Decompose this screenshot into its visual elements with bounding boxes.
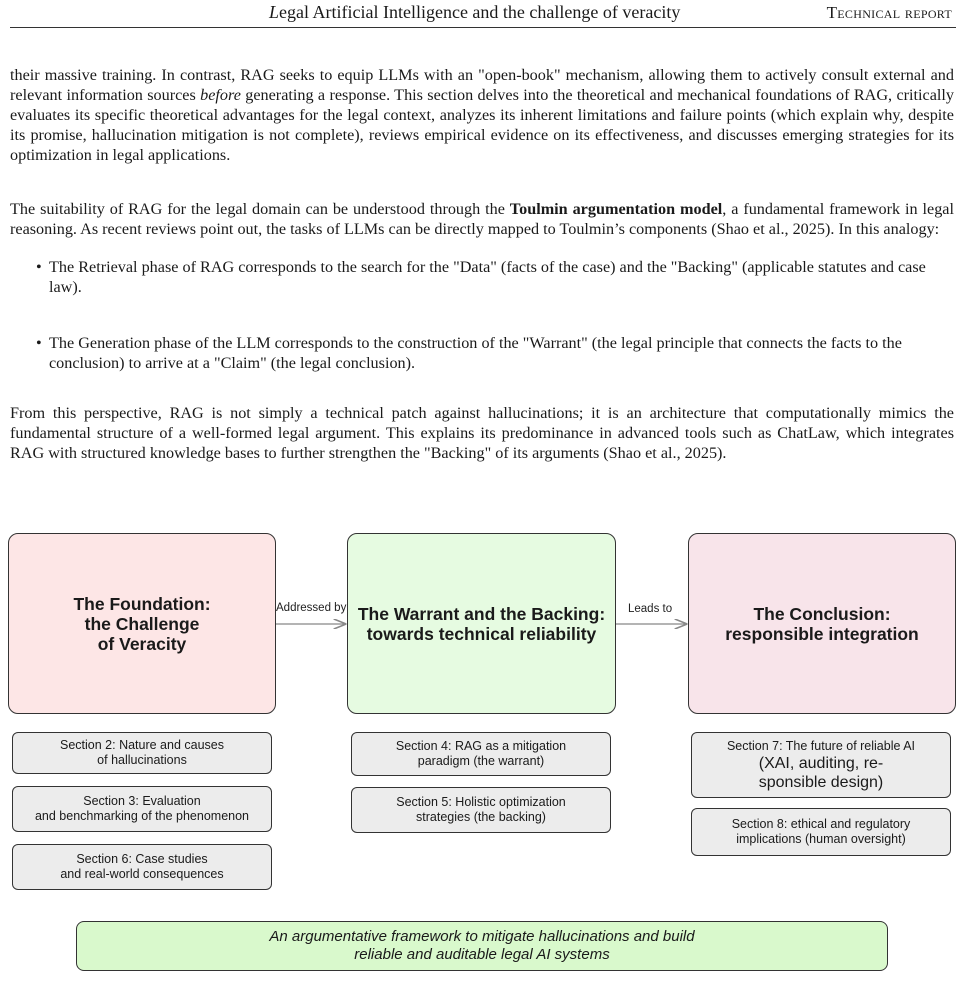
running-header — [10, 0, 956, 28]
arrow-label-leads-to: Leads to — [628, 603, 673, 615]
foundation-box: The Foundation: the Challenge of Veracity — [8, 533, 276, 714]
section-3-box: Section 3: Evaluation and benchmarking of the phenomenon — [12, 786, 272, 832]
conclusion-box: The Conclusion: responsible integration — [688, 533, 956, 714]
paragraph-rag-intro: their massive training. In contrast, RAG seeks to equip LLMs with an "open-book" mechanism, allowing them to actively consult external and relevant information sources before generating a response. This section delves into the theoretical and mechanical foundations of RAG, critically evaluates its specific theoretical advantages for the legal context, analyzes its inherent limitations and failure points (which explain why, despite its promise, hallucination mitigation is not complete), reviews empirical evidence on its effectiveness, and discusses emerging strategies for its optimization in legal applications. — [10, 66, 954, 164]
section-5-box: Section 5: Holistic optimization strategies (the backing) — [351, 787, 611, 833]
bullet-icon: • — [36, 334, 42, 352]
header-title: Legal Artificial Intelligence and the challenge of veracity — [269, 2, 681, 22]
paragraph-perspective: From this perspective, RAG is not simply a technical patch against hallucinations; it is an architecture that computationally mimics the fundamental structure of a well-formed legal argument. This explains its predominance in advanced tools such as ChatLaw, which integrates RAG with structured knowledge bases to further strengthen the "Backing" of its arguments (Shao et al., 2025). — [10, 404, 954, 462]
paragraph-toulmin: The suitability of RAG for the legal domain can be understood through the Toulmin argumentation model, a fundamental framework in legal reasoning. As recent reviews point out, the tasks of LLMs can be directly mapped to Toulmin’s components (Shao et al., 2025). In this analogy: — [10, 200, 954, 238]
warrant-box: The Warrant and the Backing: towards technical reliability — [347, 533, 616, 714]
framework-banner: An argumentative framework to mitigate hallucinations and build reliable and auditable legal AI systems — [76, 921, 888, 971]
bullet-icon: • — [36, 258, 42, 276]
section-2-box: Section 2: Nature and causes of hallucinations — [12, 732, 272, 774]
section-4-box: Section 4: RAG as a mitigation paradigm (the warrant) — [351, 732, 611, 776]
header-report-label: Technical report — [826, 3, 952, 22]
section-7-box: Section 7: The future of reliable AI (XAI, auditing, re- sponsible design) — [691, 732, 951, 798]
section-8-box: Section 8: ethical and regulatory implications (human oversight) — [691, 808, 951, 856]
arrow-label-addressed-by: Addressed by — [276, 602, 347, 614]
section-6-box: Section 6: Case studies and real-world consequences — [12, 844, 272, 890]
